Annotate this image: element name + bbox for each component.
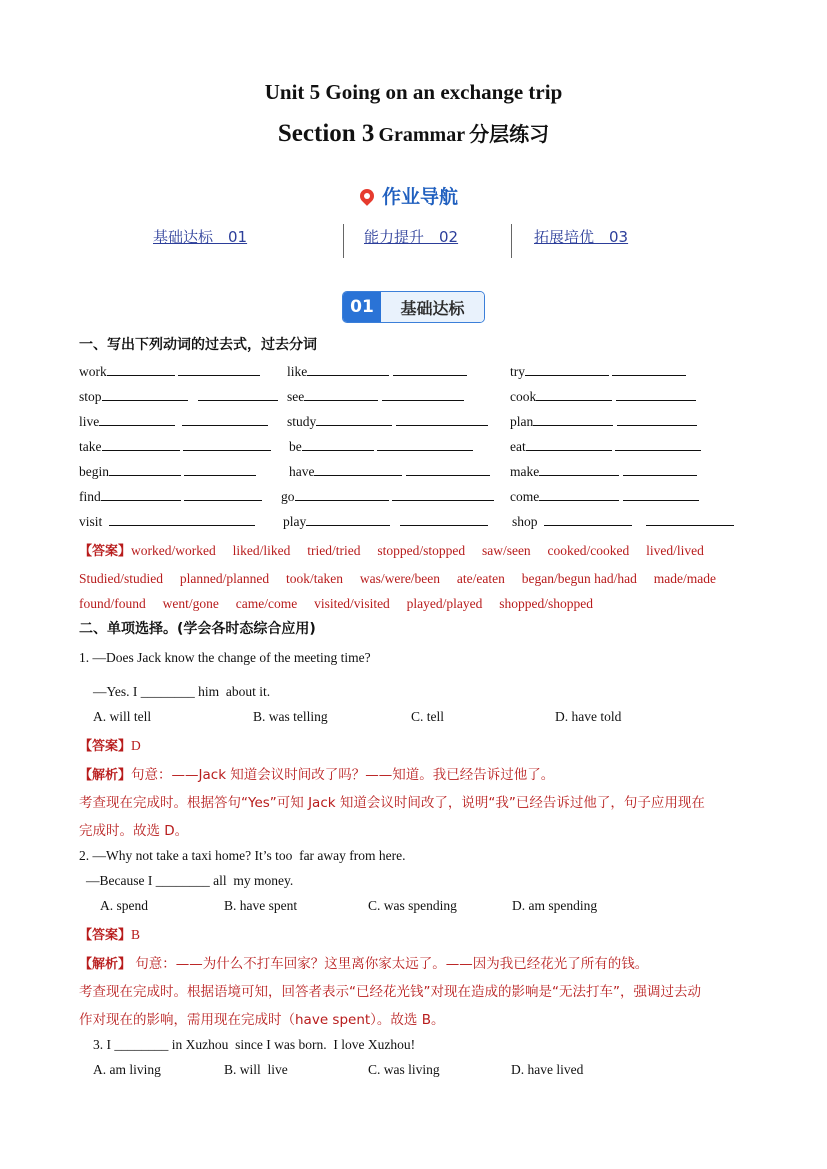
badge-label: 基础达标 bbox=[381, 292, 484, 322]
part1-answer-line: Studied/studied planned/planned took/taken was/were/been ate/eaten began/begun had/had made/made bbox=[79, 571, 716, 586]
answer-label: 【答案】 bbox=[79, 739, 132, 754]
option-d: D. have told bbox=[555, 709, 622, 724]
answer-label: 【答案】 bbox=[79, 544, 132, 559]
verb-row bbox=[289, 463, 490, 480]
verb-row bbox=[510, 388, 696, 405]
verb-word: work bbox=[79, 364, 107, 379]
question-stem: 1. —Does Jack know the change of the meeting time? bbox=[79, 650, 371, 665]
answer-choice: B bbox=[131, 927, 141, 942]
nav-link-basic[interactable]: 基础达标 01 bbox=[153, 228, 248, 246]
badge-number: 01 bbox=[343, 292, 381, 322]
nav-divider bbox=[343, 224, 344, 258]
option-b: B. was telling bbox=[253, 709, 328, 724]
verb-word: try bbox=[510, 364, 525, 379]
verb-row bbox=[283, 513, 488, 530]
verb-word: eat bbox=[510, 439, 526, 454]
explanation-text: 句意：——为什么不打车回家？这里离你家太远了。——因为我已经花光了所有的钱。 bbox=[131, 956, 649, 972]
explanation-line: 作对现在的影响，需用现在完成时（have spent）。故选 B。 bbox=[79, 1012, 445, 1028]
verb-row bbox=[287, 413, 488, 430]
location-pin-icon bbox=[357, 186, 377, 206]
nav-divider bbox=[511, 224, 512, 258]
verb-word: play bbox=[283, 514, 307, 529]
question-stem: 2. —Why not take a taxi home? It’s too far away from here. bbox=[79, 848, 406, 863]
option-a: A. will tell bbox=[93, 709, 152, 724]
explanation-label: 【解析】 bbox=[79, 768, 132, 783]
answer-choice: D bbox=[131, 738, 141, 753]
verb-word: be bbox=[289, 439, 302, 454]
question-stem: 3. I ________ in Xuzhou since I was born. I love Xuzhou! bbox=[93, 1037, 416, 1052]
verb-row bbox=[79, 438, 271, 455]
unit-title: Unit 5 Going on an exchange trip bbox=[264, 80, 563, 104]
verb-word: plan bbox=[510, 414, 534, 429]
verb-row bbox=[79, 513, 255, 530]
option-d: D. am spending bbox=[512, 898, 598, 913]
verb-word: cook bbox=[510, 389, 537, 404]
answer-text: worked/worked liked/liked tried/tried stopped/stopped saw/seen cooked/cooked lived/lived bbox=[131, 543, 704, 558]
option-d: D. have lived bbox=[511, 1062, 584, 1077]
part2-heading: 二、单项选择。(学会各时态综合应用) bbox=[79, 621, 316, 637]
option-c: C. was living bbox=[368, 1062, 440, 1077]
verb-word: take bbox=[79, 439, 102, 454]
verb-word: have bbox=[289, 464, 315, 479]
verb-row bbox=[289, 438, 473, 455]
verb-word: visit bbox=[79, 514, 103, 529]
verb-word: begin bbox=[79, 464, 109, 479]
explanation-line: 考查现在完成时。根据答句“Yes”可知 Jack 知道会议时间改了，说明“我”已经告诉过他了，句子应用现在 bbox=[79, 795, 705, 811]
section-badge bbox=[342, 291, 485, 323]
verb-word: come bbox=[510, 489, 540, 504]
section-subtitle: 分层练习 bbox=[469, 122, 550, 146]
part1-heading: 一、写出下列动词的过去式，过去分词 bbox=[79, 337, 317, 353]
verb-word: find bbox=[79, 489, 101, 504]
verb-row bbox=[510, 463, 697, 480]
section-title bbox=[0, 118, 827, 148]
verb-row bbox=[510, 438, 701, 455]
verb-row bbox=[287, 388, 464, 405]
verb-word: live bbox=[79, 414, 100, 429]
verb-word: go bbox=[281, 489, 295, 504]
verb-row bbox=[287, 363, 467, 380]
nav-link-extension[interactable]: 拓展培优 03 bbox=[534, 228, 629, 246]
option-c: C. tell bbox=[411, 709, 444, 724]
explanation-label: 【解析】 bbox=[79, 957, 132, 972]
question-reply: —Yes. I ________ him about it. bbox=[93, 684, 271, 699]
question-answer bbox=[79, 735, 141, 754]
verb-word: shop bbox=[512, 514, 538, 529]
option-b: B. will live bbox=[224, 1062, 288, 1077]
explanation-line: 考查现在完成时。根据语境可知，回答者表示“已经花光钱”对现在造成的影响是“无法打车”，强调过去动 bbox=[79, 984, 701, 1000]
verb-row bbox=[79, 388, 278, 405]
verb-row bbox=[510, 363, 686, 380]
verb-row bbox=[281, 488, 494, 505]
verb-word: study bbox=[287, 414, 317, 429]
verb-row bbox=[79, 363, 260, 380]
question-reply: —Because I ________ all my money. bbox=[86, 873, 294, 888]
explanation-line: 完成时。故选 D。 bbox=[79, 823, 189, 839]
option-a: A. am living bbox=[93, 1062, 161, 1077]
option-b: B. have spent bbox=[224, 898, 298, 913]
verb-row bbox=[79, 488, 262, 505]
option-a: A. spend bbox=[100, 898, 148, 913]
nav-link-ability[interactable]: 能力提升 02 bbox=[364, 228, 459, 246]
section-topic: Grammar bbox=[378, 124, 466, 146]
verb-row bbox=[79, 413, 268, 430]
question-answer bbox=[79, 924, 140, 943]
answer-label: 【答案】 bbox=[79, 928, 132, 943]
verb-word: make bbox=[510, 464, 540, 479]
explanation-text: 句意：——Jack 知道会议时间改了吗？——知道。我已经告诉过他了。 bbox=[131, 767, 555, 783]
homework-nav-title: 作业导航 bbox=[382, 186, 459, 208]
verb-row bbox=[510, 488, 699, 505]
verb-word: see bbox=[287, 389, 305, 404]
part1-answer-line: found/found went/gone came/come visited/visited played/played shopped/shopped bbox=[79, 596, 594, 611]
verb-row bbox=[510, 413, 697, 430]
part1-answer-line bbox=[79, 539, 704, 559]
verb-word: like bbox=[287, 364, 308, 379]
option-c: C. was spending bbox=[368, 898, 457, 913]
explanation-line bbox=[79, 763, 554, 783]
section-number: Section 3 bbox=[277, 120, 375, 147]
verb-row bbox=[512, 513, 734, 530]
homework-nav-heading bbox=[360, 182, 458, 209]
verb-word: stop bbox=[79, 389, 102, 404]
explanation-line bbox=[79, 952, 648, 972]
verb-row bbox=[79, 463, 256, 480]
